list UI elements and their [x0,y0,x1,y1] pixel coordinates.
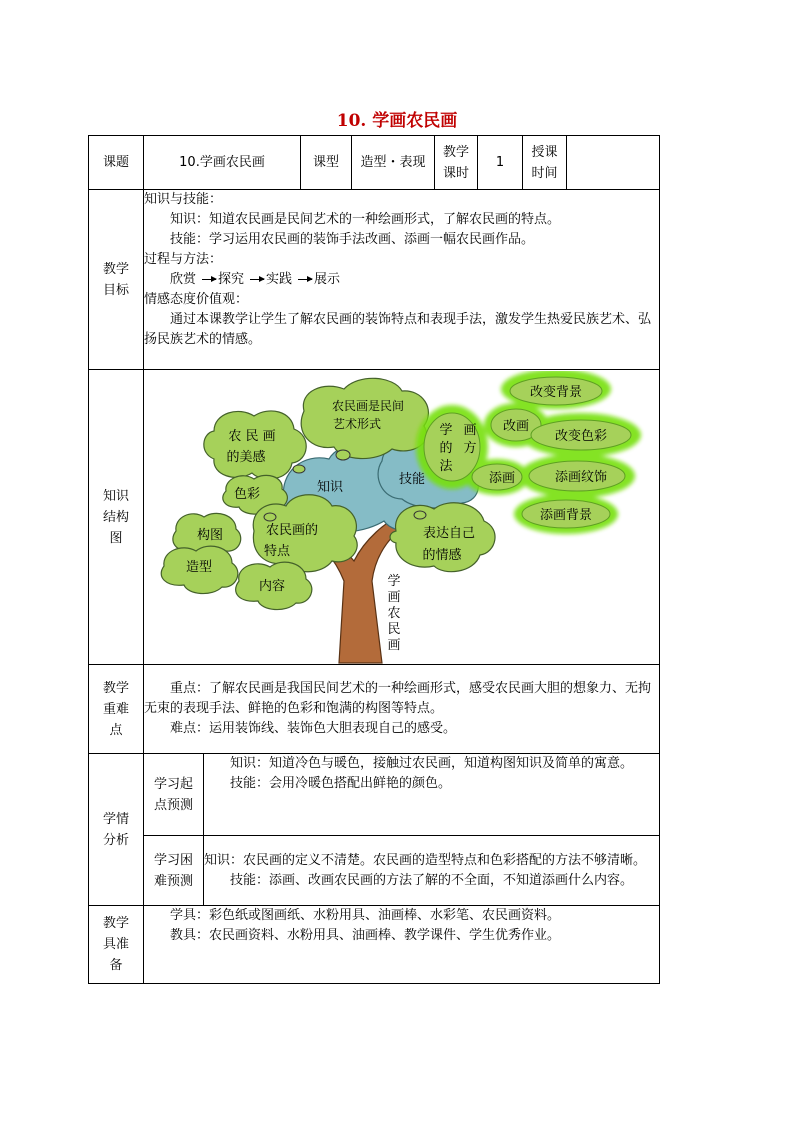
prep-teacher: 教具：农民画资料、水粉用具、油画棒、教学课件、学生优秀作业。 [170,928,561,943]
label-express-1: 表达自己 [422,525,476,541]
analysis-start-label: 学习起点预测 [144,754,204,836]
branch-knot-icon [293,465,305,473]
process-step-explore: 探究 [218,272,245,287]
prep-row [89,906,660,984]
label-add: 添画 [488,470,516,486]
label-express-2: 的情感 [422,547,462,563]
key-points-row [89,665,660,754]
label-beauty-1: 农 民 画 [228,428,276,444]
difficulty-knowledge: 知识：农民画的定义不清楚。农民画的造型特点和色彩搭配的方法不够清晰。 [204,852,647,868]
svg-text:学: 学 [439,422,453,438]
prep-student: 学具：彩色纸或图画纸、水粉用具、油画棒、水彩笔、农民画资料。 [170,908,561,923]
topic-label: 课题 [89,136,144,190]
label-features-2: 特点 [263,543,291,559]
goals-knowledge: 知识：知道农民画是民间艺术的一种绘画形式，了解农民画的特点。 [170,212,561,227]
goals-heading-emotion: 情感态度价值观： [144,292,249,307]
label-change-bg: 改变背景 [529,384,583,400]
svg-text:方: 方 [463,440,477,456]
analysis-difficulty-row [89,836,660,906]
type-label: 课型 [301,136,352,190]
branch-knot-icon [336,450,350,460]
label-features-1: 农民画的 [265,522,319,538]
key-points-label: 教学重难点 [89,665,144,754]
start-skill: 技能：会用冷暖色搭配出鲜艳的颜色。 [230,776,452,791]
label-color: 色彩 [233,486,261,502]
key-points-content [144,665,660,754]
branch-knot-icon [264,513,276,521]
topic-value: 10.学画农民画 [144,136,301,190]
branch-knot-icon [414,511,426,519]
process-step-practice: 实践 [266,272,293,287]
label-change-color: 改变色彩 [554,428,608,444]
label-folk-art-2: 艺术形式 [332,416,382,431]
structure-label: 知识结构图 [89,370,144,665]
label-composition: 构图 [196,527,224,543]
label-content: 内容 [258,578,286,594]
goals-heading-knowledge: 知识与技能： [144,192,223,207]
label-modeling: 造型 [185,559,213,575]
analysis-difficulty-content [204,836,660,906]
difficult-point: 难点：运用装饰线、装饰色大胆表现自己的感受。 [170,721,457,736]
prep-content [144,906,660,984]
label-knowledge: 知识 [316,479,344,495]
process-step-show: 展示 [314,272,341,287]
lesson-plan-table [88,135,660,984]
knowledge-tree-diagram [144,371,658,664]
label-skill: 技能 [398,471,426,487]
arrow-icon [298,279,312,280]
svg-text:学: 学 [387,573,401,589]
svg-text:农: 农 [387,605,401,621]
key-point: 重点：了解农民画是我国民间艺术的一种绘画形式，感受农民画大胆的想象力、无拘无束的表现手法、鲜艳的色彩和饱满的构图等特点。 [144,681,652,716]
type-value: 造型・表现 [352,136,435,190]
label-add-bg: 添画背景 [539,507,593,523]
svg-text:法: 法 [439,458,453,474]
arrow-icon [202,279,216,280]
structure-content [144,370,660,665]
process-step-appreciate: 欣赏 [170,272,197,287]
svg-text:画: 画 [463,422,477,438]
svg-text:民: 民 [387,621,401,637]
goals-content [144,190,660,370]
label-folk-art-1: 农民画是民间 [331,398,405,413]
goals-label: 教学目标 [89,190,144,370]
analysis-label: 学情分析 [89,754,144,906]
time-label: 授课时间 [523,136,567,190]
label-modify: 改画 [502,418,530,434]
time-value [567,136,660,190]
label-trunk [387,574,400,653]
goals-emotion: 通过本课教学让学生了解农民画的装饰特点和表现手法，激发学生热爱民族艺术、弘扬民族艺术的情感。 [144,312,652,347]
start-knowledge: 知识：知道冷色与暖色，接触过农民画，知道构图知识及简单的寓意。 [230,756,634,771]
analysis-difficulty-label: 学习困难预测 [144,836,204,906]
label-beauty-2: 的美感 [226,449,266,465]
analysis-start-content [204,754,660,836]
prep-label: 教学具准备 [89,906,144,984]
hours-label: 教学课时 [435,136,478,190]
svg-text:画: 画 [387,589,401,605]
goals-row [89,190,660,370]
svg-text:画: 画 [387,637,401,653]
goals-heading-process: 过程与方法： [144,252,223,267]
arrow-icon [250,279,264,280]
label-add-pattern: 添画纹饰 [554,469,608,485]
goals-skill: 技能：学习运用农民画的装饰手法改画、添画一幅农民画作品。 [170,232,535,247]
header-row [89,136,660,190]
svg-text:的: 的 [439,440,453,456]
hours-value: 1 [478,136,523,190]
leaf-cloud-beauty [204,410,306,478]
page-title: 10. 学画农民画 [336,111,458,131]
difficulty-skill: 技能：添画、改画农民画的方法了解的不全面，不知道添画什么内容。 [230,872,634,888]
structure-row [89,370,660,665]
process-steps [144,270,659,290]
analysis-start-row [89,754,660,836]
